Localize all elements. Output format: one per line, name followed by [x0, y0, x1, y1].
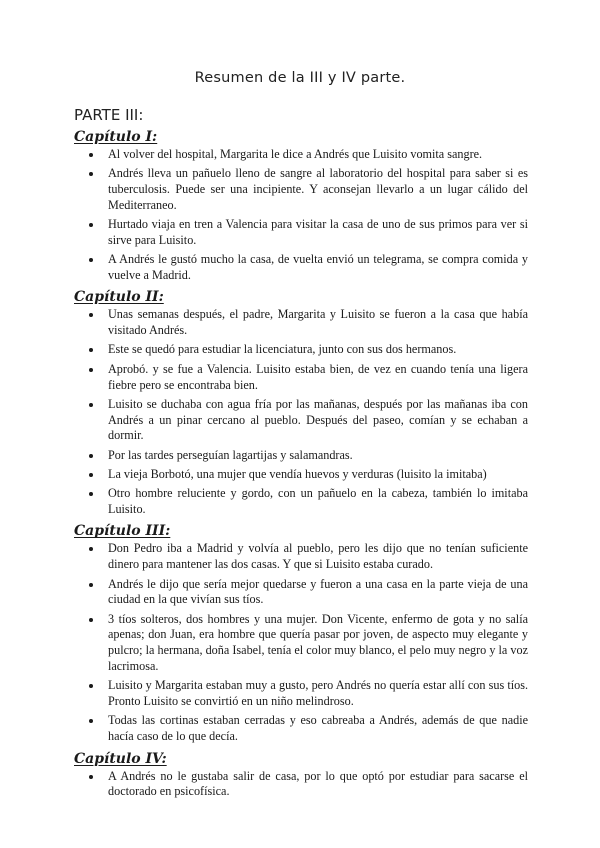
list-item: Andrés lleva un pañuelo lleno de sangre al laboratorio del hospital para saber si es tuberculosis. Puede ser una incipiente. Y aconsejan llevarlo a un lugar cálido del Mediterraneo.: [74, 166, 528, 213]
list-item: Todas las cortinas estaban cerradas y eso cabreaba a Andrés, además de que nadie hacía caso de lo que decía.: [74, 713, 528, 745]
list-item: Por las tardes perseguían lagartijas y salamandras.: [74, 448, 528, 464]
list-item: La vieja Borbotó, una mujer que vendía huevos y verduras (luisito la imitaba): [74, 467, 528, 483]
chapter-heading: Capítulo II:: [74, 289, 164, 306]
chapter-4: [74, 749, 528, 801]
document-title: Resumen de la III y IV parte.: [194, 70, 406, 86]
list-item: Don Pedro iba a Madrid y volvía al pueblo, pero les dijo que no tenían suficiente dinero para mantener las dos casas. Y que si Luisito estaba curado.: [74, 541, 528, 573]
chapter-2: [74, 287, 528, 518]
bullet-list: [74, 147, 528, 284]
list-item: Aprobó. y se fue a Valencia. Luisito estaba bien, de vez en cuando tenía una ligera fiebre pero se encontraba bien.: [74, 362, 528, 394]
chapter-heading: Capítulo I:: [74, 129, 158, 145]
list-item: Este se quedó para estudiar la licenciatura, junto con sus dos hermanos.: [74, 342, 528, 358]
chapter-heading: Capítulo IV:: [74, 750, 167, 767]
list-item: Unas semanas después, el padre, Margarita y Luisito se fueron a la casa que había visitado Andrés.: [74, 307, 528, 339]
list-item: Luisito se duchaba con agua fría por las mañanas, después por las mañanas iba con Andrés a un pinar cercano al pueblo. Después del paseo, comían y se echaban a dormir.: [74, 397, 528, 444]
bullet-list: [74, 307, 528, 518]
list-item: A Andrés no le gustaba salir de casa, por lo que optó por estudiar para sacarse el doctorado en psicofísica.: [74, 769, 528, 801]
list-item: Andrés le dijo que sería mejor quedarse y fueron a una casa en la parte vieja de una ciudad en la que vivían sus tíos.: [74, 577, 528, 609]
part-heading: PARTE III:: [74, 106, 144, 124]
chapters-container: [74, 127, 528, 804]
list-item: Hurtado viaja en tren a Valencia para visitar la casa de uno de sus primos para ver si sirve para Luisito.: [74, 217, 528, 249]
chapter-1: [74, 127, 528, 284]
list-item: 3 tíos solteros, dos hombres y una mujer. Don Vicente, enfermo de gota y no salía apenas; don Juan, era hombre que quería pasar por joven, de aspecto muy elegante y pulcro; la hermana, doña Isabel, tenía el color muy blanco, el pelo muy negro y la voz lacrimosa.: [74, 612, 528, 675]
list-item: Al volver del hospital, Margarita le dice a Andrés que Luisito vomita sangre.: [74, 147, 528, 163]
list-item: A Andrés le gustó mucho la casa, de vuelta envió un telegrama, se compra comida y vuelve a Madrid.: [74, 252, 528, 284]
chapter-heading: Capítulo III:: [74, 523, 171, 540]
list-item: Luisito y Margarita estaban muy a gusto, pero Andrés no quería estar allí con sus tíos. Pronto Luisito se convirtió en un niño melindroso.: [74, 678, 528, 710]
bullet-list: [74, 769, 528, 801]
bullet-list: [74, 541, 528, 745]
list-item: Otro hombre reluciente y gordo, con un pañuelo en la cabeza, también lo imitaba Luisito.: [74, 486, 528, 518]
chapter-3: [74, 521, 528, 745]
